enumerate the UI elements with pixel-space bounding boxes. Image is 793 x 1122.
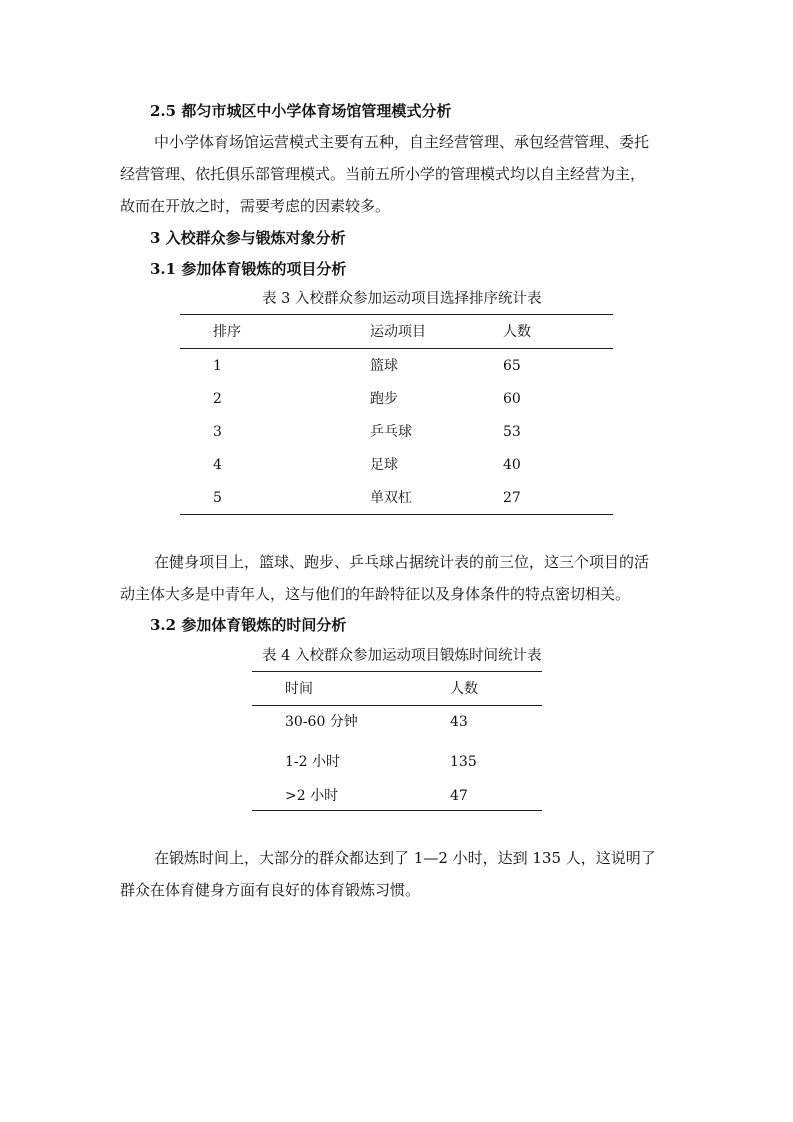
section-3-2-heading: 3.2 参加体育锻炼的时间分析 bbox=[150, 616, 347, 634]
table-3-header-count: 人数 bbox=[503, 324, 531, 340]
table-3-cell: 3 bbox=[213, 424, 222, 440]
table-3-cell: 2 bbox=[213, 391, 222, 407]
table-3-caption: 表 3 入校群众参加运动项目选择排序统计表 bbox=[262, 291, 542, 307]
section-2-5-heading: 2.5 都匀市城区中小学体育场馆管理模式分析 bbox=[150, 102, 452, 120]
table-3-cell: 足球 bbox=[370, 457, 398, 473]
paragraph-line: 在健身项目上，篮球、跑步、乒乓球占据统计表的前三位，这三个项目的活 bbox=[154, 553, 650, 571]
table-3-header-sport: 运动项目 bbox=[370, 324, 426, 340]
table-3-cell: 65 bbox=[503, 358, 521, 374]
table-3-top-rule bbox=[180, 314, 613, 315]
section-3-heading: 3 入校群众参与锻炼对象分析 bbox=[150, 229, 346, 247]
table-4-header-time: 时间 bbox=[285, 681, 313, 697]
table-4-caption: 表 4 入校群众参加运动项目锻炼时间统计表 bbox=[262, 648, 542, 664]
table-3-cell: 单双杠 bbox=[370, 490, 412, 506]
table-3-cell: 53 bbox=[503, 424, 521, 440]
paragraph-line: 动主体大多是中青年人，这与他们的年龄特征以及身体条件的特点密切相关。 bbox=[120, 585, 631, 603]
table-4-cell: 43 bbox=[450, 714, 468, 730]
table-3-cell: 乒乓球 bbox=[370, 424, 412, 440]
table-3-cell: 27 bbox=[503, 490, 521, 506]
table-3-cell: 5 bbox=[213, 490, 222, 506]
table-3-cell: 40 bbox=[503, 457, 521, 473]
table-3-header-rule bbox=[180, 348, 613, 349]
table-4-analysis-paragraph bbox=[120, 842, 680, 906]
table-4-header-count: 人数 bbox=[450, 681, 478, 697]
table-3-cell: 跑步 bbox=[370, 391, 398, 407]
section-2-5-paragraph bbox=[120, 126, 680, 222]
table-3-bottom-rule bbox=[180, 514, 613, 515]
section-3-1-heading: 3.1 参加体育锻炼的项目分析 bbox=[150, 260, 347, 278]
table-3-analysis-paragraph bbox=[120, 546, 680, 610]
table-4-cell: 47 bbox=[450, 788, 468, 804]
paragraph-line: 群众在体育健身方面有良好的体育锻炼习惯。 bbox=[120, 881, 421, 899]
paragraph-line: 在锻炼时间上，大部分的群众都达到了 1—2 小时，达到 135 人，这说明了 bbox=[154, 849, 656, 867]
paragraph-line: 故而在开放之时，需要考虑的因素较多。 bbox=[120, 197, 391, 215]
paragraph-line: 中小学体育场馆运营模式主要有五种，自主经营管理、承包经营管理、委托 bbox=[154, 133, 650, 151]
table-3-cell: 4 bbox=[213, 457, 222, 473]
table-4-cell: 1-2 小时 bbox=[285, 754, 340, 770]
table-4-cell: >2 小时 bbox=[285, 788, 339, 804]
table-4-top-rule bbox=[252, 671, 542, 672]
paragraph-line: 经营管理、依托俱乐部管理模式。当前五所小学的管理模式均以自主经营为主， bbox=[120, 165, 646, 183]
table-3-cell: 1 bbox=[213, 358, 222, 374]
table-4-header-rule bbox=[252, 705, 542, 706]
table-4-cell: 30-60 分钟 bbox=[285, 714, 358, 730]
table-4-bottom-rule bbox=[252, 810, 542, 811]
table-4-cell: 135 bbox=[450, 754, 477, 770]
table-3-cell: 篮球 bbox=[370, 358, 398, 374]
table-3-header-rank: 排序 bbox=[213, 324, 241, 340]
table-3-cell: 60 bbox=[503, 391, 521, 407]
